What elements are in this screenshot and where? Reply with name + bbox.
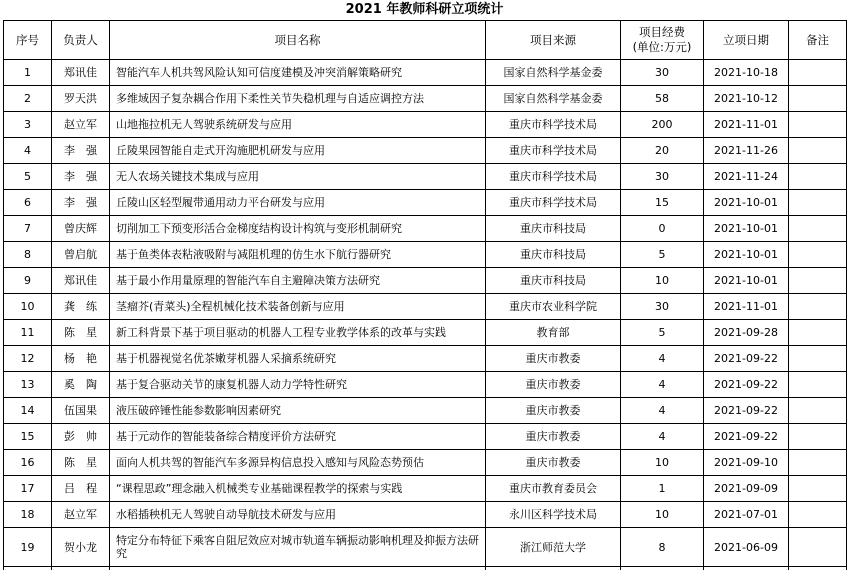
cell-empty <box>52 567 110 571</box>
cell-date: 2021-10-01 <box>704 190 789 216</box>
cell-no: 12 <box>4 346 52 372</box>
cell-remark <box>789 502 847 528</box>
cell-source: 重庆市科技局 <box>486 242 621 268</box>
table-row <box>4 294 847 320</box>
cell-date: 2021-10-01 <box>704 242 789 268</box>
table-row <box>4 216 847 242</box>
cell-leader: 赵立军 <box>52 502 110 528</box>
cell-empty <box>621 567 704 571</box>
table-row <box>4 398 847 424</box>
cell-funding: 0 <box>621 216 704 242</box>
cell-remark <box>789 346 847 372</box>
cell-source: 重庆市教委 <box>486 398 621 424</box>
cell-source: 重庆市科学技术局 <box>486 190 621 216</box>
cell-name: 新工科背景下基于项目驱动的机器人工程专业教学体系的改革与实践 <box>110 320 486 346</box>
cell-no: 9 <box>4 268 52 294</box>
cell-no: 14 <box>4 398 52 424</box>
cell-source: 重庆市农业科学院 <box>486 294 621 320</box>
cell-remark <box>789 476 847 502</box>
cell-remark <box>789 164 847 190</box>
cell-name: 水稻插秧机无人驾驶自动导航技术研发与应用 <box>110 502 486 528</box>
cell-empty <box>789 567 847 571</box>
cell-name: 面向人机共驾的智能汽车多源异构信息投入感知与风险态势预估 <box>110 450 486 476</box>
cell-name: 基于鱼类体表粘液吸附与减阻机理的仿生水下航行器研究 <box>110 242 486 268</box>
cell-remark <box>789 86 847 112</box>
header-funding-line2: (单位:万元) <box>632 40 692 54</box>
cell-name: “课程思政”理念融入机械类专业基础课程教学的探索与实践 <box>110 476 486 502</box>
cell-remark <box>789 242 847 268</box>
cell-leader: 龚 练 <box>52 294 110 320</box>
cell-remark <box>789 424 847 450</box>
cell-remark <box>789 190 847 216</box>
cell-date: 2021-11-24 <box>704 164 789 190</box>
table-row <box>4 138 847 164</box>
cell-leader: 曾庆辉 <box>52 216 110 242</box>
cell-date: 2021-09-28 <box>704 320 789 346</box>
cell-source: 教育部 <box>486 320 621 346</box>
table-row <box>4 450 847 476</box>
cell-date: 2021-09-22 <box>704 424 789 450</box>
header-funding <box>621 21 704 60</box>
cell-leader: 陈 星 <box>52 320 110 346</box>
table-row <box>4 60 847 86</box>
cell-source: 重庆市科学技术局 <box>486 112 621 138</box>
cell-leader: 奚 陶 <box>52 372 110 398</box>
cell-source: 重庆市教委 <box>486 450 621 476</box>
cell-funding: 10 <box>621 502 704 528</box>
cell-source: 国家自然科学基金委 <box>486 60 621 86</box>
cell-remark <box>789 294 847 320</box>
cell-remark <box>789 60 847 86</box>
cell-remark <box>789 528 847 567</box>
table-row <box>4 528 847 567</box>
cell-funding: 10 <box>621 450 704 476</box>
cell-funding: 15 <box>621 190 704 216</box>
table-row <box>4 502 847 528</box>
header-date: 立项日期 <box>704 21 789 60</box>
cell-funding: 30 <box>621 164 704 190</box>
cell-date: 2021-09-22 <box>704 346 789 372</box>
cell-no: 11 <box>4 320 52 346</box>
cell-remark <box>789 372 847 398</box>
cell-date: 2021-07-01 <box>704 502 789 528</box>
cell-name: 丘陵山区轻型履带通用动力平台研发与应用 <box>110 190 486 216</box>
cell-date: 2021-06-09 <box>704 528 789 567</box>
header-source: 项目来源 <box>486 21 621 60</box>
cell-name: 多维域因子复杂耦合作用下柔性关节失稳机理与自适应调控方法 <box>110 86 486 112</box>
project-table <box>3 20 847 570</box>
cell-remark <box>789 216 847 242</box>
table-row <box>4 164 847 190</box>
page-title: 2021 年教师科研立项统计 <box>345 2 504 17</box>
cell-name: 液压破碎锤性能参数影响因素研究 <box>110 398 486 424</box>
cell-funding: 30 <box>621 60 704 86</box>
cell-funding: 5 <box>621 242 704 268</box>
cell-no: 17 <box>4 476 52 502</box>
cell-funding: 4 <box>621 398 704 424</box>
cell-source: 重庆市教委 <box>486 372 621 398</box>
cell-name: 基于机器视觉名优茶嫩芽机器人采摘系统研究 <box>110 346 486 372</box>
cell-name: 切削加工下预变形活合金梯度结构设计构筑与变形机制研究 <box>110 216 486 242</box>
cell-funding: 1 <box>621 476 704 502</box>
cell-no: 6 <box>4 190 52 216</box>
table-row <box>4 86 847 112</box>
cell-remark <box>789 398 847 424</box>
cell-funding: 4 <box>621 346 704 372</box>
cell-funding: 200 <box>621 112 704 138</box>
cell-no: 2 <box>4 86 52 112</box>
cell-source: 重庆市科技局 <box>486 268 621 294</box>
cell-date: 2021-11-01 <box>704 112 789 138</box>
cell-empty <box>486 567 621 571</box>
cell-date: 2021-10-12 <box>704 86 789 112</box>
cell-funding: 30 <box>621 294 704 320</box>
cell-source: 重庆市科学技术局 <box>486 164 621 190</box>
table-row <box>4 190 847 216</box>
cell-no: 8 <box>4 242 52 268</box>
cell-name: 基于元动作的智能装备综合精度评价方法研究 <box>110 424 486 450</box>
cell-date: 2021-09-22 <box>704 398 789 424</box>
cell-source: 重庆市教育委员会 <box>486 476 621 502</box>
cell-date: 2021-09-22 <box>704 372 789 398</box>
cell-funding: 5 <box>621 320 704 346</box>
table-row <box>4 112 847 138</box>
cell-name: 基于复合驱动关节的康复机器人动力学特性研究 <box>110 372 486 398</box>
cell-leader: 杨 艳 <box>52 346 110 372</box>
table-row <box>4 476 847 502</box>
table-row-cut <box>4 567 847 571</box>
cell-name: 特定分布特征下乘客自阻尼效应对城市轨道车辆振动影响机理及抑振方法研究 <box>110 528 486 567</box>
cell-name: 丘陵果园智能自走式开沟施肥机研发与应用 <box>110 138 486 164</box>
cell-name: 山地拖拉机无人驾驶系统研发与应用 <box>110 112 486 138</box>
cell-source: 国家自然科学基金委 <box>486 86 621 112</box>
cell-empty <box>704 567 789 571</box>
cell-no: 1 <box>4 60 52 86</box>
table-row <box>4 320 847 346</box>
cell-date: 2021-09-09 <box>704 476 789 502</box>
cell-source: 重庆市教委 <box>486 346 621 372</box>
cell-no: 10 <box>4 294 52 320</box>
cell-date: 2021-10-01 <box>704 268 789 294</box>
cell-no: 19 <box>4 528 52 567</box>
cell-no: 5 <box>4 164 52 190</box>
cell-remark <box>789 450 847 476</box>
cell-funding: 4 <box>621 424 704 450</box>
cell-no: 13 <box>4 372 52 398</box>
cell-no: 18 <box>4 502 52 528</box>
cell-funding: 10 <box>621 268 704 294</box>
cell-empty <box>110 567 486 571</box>
cell-remark <box>789 268 847 294</box>
header-row <box>4 21 847 60</box>
cell-source: 浙江师范大学 <box>486 528 621 567</box>
cell-remark <box>789 138 847 164</box>
table-row <box>4 268 847 294</box>
cell-leader: 罗天洪 <box>52 86 110 112</box>
cell-leader: 李 强 <box>52 138 110 164</box>
cell-leader: 贺小龙 <box>52 528 110 567</box>
cell-leader: 曾启航 <box>52 242 110 268</box>
header-funding-line1: 项目经费 <box>639 25 685 39</box>
cell-source: 重庆市科学技术局 <box>486 138 621 164</box>
cell-funding: 4 <box>621 372 704 398</box>
cell-no: 7 <box>4 216 52 242</box>
cell-date: 2021-11-01 <box>704 294 789 320</box>
cell-date: 2021-10-01 <box>704 216 789 242</box>
cell-empty <box>4 567 52 571</box>
header-name: 项目名称 <box>110 21 486 60</box>
cell-no: 3 <box>4 112 52 138</box>
cell-source: 重庆市科技局 <box>486 216 621 242</box>
cell-no: 4 <box>4 138 52 164</box>
cell-funding: 8 <box>621 528 704 567</box>
cell-no: 15 <box>4 424 52 450</box>
cell-name: 茎瘤芥(青菜头)全程机械化技术装备创新与应用 <box>110 294 486 320</box>
table-row <box>4 242 847 268</box>
cell-remark <box>789 112 847 138</box>
cell-no: 16 <box>4 450 52 476</box>
cell-remark <box>789 320 847 346</box>
cell-leader: 吕 程 <box>52 476 110 502</box>
cell-name: 智能汽车人机共驾风险认知可信度建模及冲突消解策略研究 <box>110 60 486 86</box>
cell-name: 无人农场关键技术集成与应用 <box>110 164 486 190</box>
cell-leader: 李 强 <box>52 190 110 216</box>
cell-date: 2021-09-10 <box>704 450 789 476</box>
cell-leader: 赵立军 <box>52 112 110 138</box>
cell-leader: 郑讯佳 <box>52 268 110 294</box>
header-leader: 负责人 <box>52 21 110 60</box>
table-row <box>4 346 847 372</box>
cell-leader: 陈 星 <box>52 450 110 476</box>
cell-leader: 郑讯佳 <box>52 60 110 86</box>
cell-leader: 李 强 <box>52 164 110 190</box>
cell-source: 永川区科学技术局 <box>486 502 621 528</box>
table-row <box>4 424 847 450</box>
cell-leader: 彭 帅 <box>52 424 110 450</box>
table-row <box>4 372 847 398</box>
header-no: 序号 <box>4 21 52 60</box>
cell-source: 重庆市教委 <box>486 424 621 450</box>
cell-date: 2021-10-18 <box>704 60 789 86</box>
cell-date: 2021-11-26 <box>704 138 789 164</box>
cell-funding: 58 <box>621 86 704 112</box>
header-remark: 备注 <box>789 21 847 60</box>
cell-funding: 20 <box>621 138 704 164</box>
cell-leader: 伍国果 <box>52 398 110 424</box>
cell-name: 基于最小作用量原理的智能汽车自主避障决策方法研究 <box>110 268 486 294</box>
